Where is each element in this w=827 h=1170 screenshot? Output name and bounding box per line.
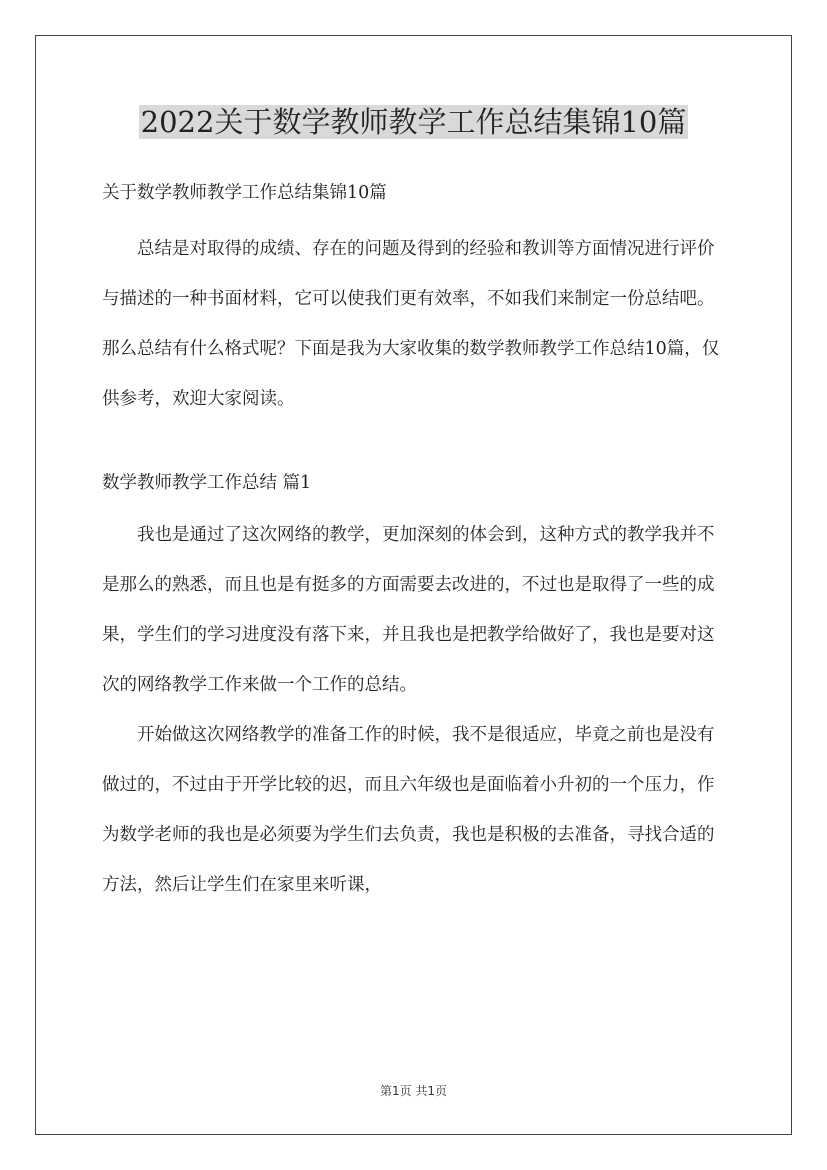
body-paragraph: 我也是通过了这次网络的教学，更加深刻的体会到，这种方式的教学我并不是那么的熟悉，而且也是有挺多的方面需要去改进的，不过也是取得了一些的成果，学生们的学习进度没有落下来，并且我也是把教学给做好了，我也是要对这次的网络教学工作来做一个工作的总结。	[102, 525, 715, 695]
document-title-text: 2022关于数学教师教学工作总结集锦10篇	[140, 105, 687, 139]
document-body	[102, 172, 730, 910]
intro-paragraph: 总结是对取得的成绩、存在的问题及得到的经验和教训等方面情况进行评价与描述的一种书面材料，它可以使我们更有效率，不如我们来制定一份总结吧。那么总结有什么格式呢？下面是我为大家收集的数学教师教学工作总结10篇，仅供参考，欢迎大家阅读。	[102, 239, 720, 409]
body-paragraph: 开始做这次网络教学的准备工作的时候，我不是很适应，毕竟之前也是没有做过的，不过由于开学比较的迟，而且六年级也是面临着小升初的一个压力，作为数学老师的我也是必须要为学生们去负责，我也是积极的去准备，寻找合适的方法，然后让学生们在家里来听课，	[102, 725, 715, 895]
section-heading: 数学教师教学工作总结 篇1	[102, 473, 312, 493]
document-title	[0, 102, 827, 142]
document-subtitle: 关于数学教师教学工作总结集锦10篇	[102, 183, 387, 203]
page-footer: 第1页 共1页	[379, 1084, 448, 1098]
